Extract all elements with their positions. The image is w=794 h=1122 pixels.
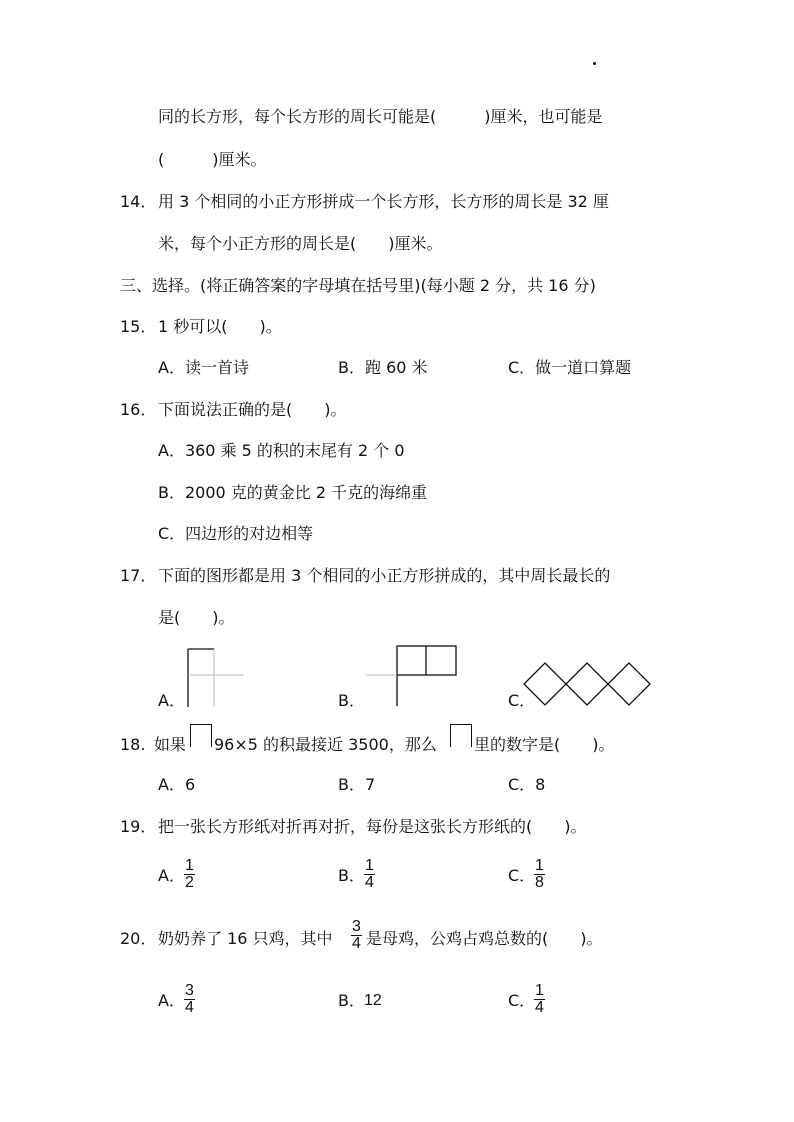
q19-label-c: C． — [508, 866, 536, 885]
q20-label-b: B． — [338, 991, 365, 1010]
stray-dot — [593, 62, 596, 65]
denominator: 4 — [535, 999, 544, 1016]
q17-label-c: C． — [508, 691, 536, 710]
q17-figure-a — [180, 645, 250, 711]
q17-line2: 是( )。 — [158, 608, 235, 627]
q17-figure-c — [518, 656, 654, 712]
denominator: 2 — [185, 874, 194, 891]
q18-stem-c: 里的数字是( )。 — [474, 735, 615, 754]
q19-label-a: A． — [158, 866, 185, 885]
q19-label-b: B． — [338, 866, 365, 885]
q14-line2: 米，每个小正方形的周长是( )厘米。 — [158, 234, 443, 253]
numerator: 1 — [185, 857, 194, 874]
q17-label-b: B． — [338, 691, 365, 710]
denominator: 8 — [535, 874, 544, 891]
q17-figure-b — [360, 642, 464, 712]
q16-number: 16． — [120, 400, 157, 419]
q20-label-c: C． — [508, 991, 536, 1010]
q20-option-a-fraction — [184, 983, 195, 1016]
q18-number: 18. — [120, 735, 146, 754]
q16-option-b: B．2000 克的黄金比 2 千克的海绵重 — [158, 483, 428, 502]
q18-blank-box-1 — [190, 724, 212, 747]
q20-number: 20． — [120, 929, 157, 948]
q20-stem-fraction — [351, 919, 362, 952]
denominator: 4 — [185, 999, 194, 1016]
q18-option-c: C．8 — [508, 775, 546, 794]
q20-stem-b: 是母鸡，公鸡占鸡总数的( )。 — [366, 929, 603, 948]
q16-option-c: C．四边形的对边相等 — [158, 524, 314, 543]
q15-number: 15． — [120, 317, 157, 336]
q18-option-b: B．7 — [338, 775, 376, 794]
q16-option-a: A．360 乘 5 的积的末尾有 2 个 0 — [158, 441, 405, 460]
q15-option-c: C．做一道口算题 — [508, 358, 632, 377]
q18-stem-b: 96×5 的积最接近 3500，那么 — [214, 735, 437, 754]
q15-stem: 1 秒可以( )。 — [158, 317, 282, 336]
q14-line1: 用 3 个相同的小正方形拼成一个长方形，长方形的周长是 32 厘 — [158, 192, 609, 211]
q15-option-b: B．跑 60 米 — [338, 358, 428, 377]
q19-option-b-fraction — [364, 858, 375, 891]
q20-option-c-fraction — [534, 983, 545, 1016]
q18-stem-a: 如果 — [154, 735, 187, 754]
q20-stem-a: 奶奶养了 16 只鸡，其中 — [158, 929, 333, 948]
q19-option-c-fraction — [534, 858, 545, 891]
q13-continuation-line1: 同的长方形，每个长方形的周长可能是( )厘米，也可能是 — [158, 107, 603, 126]
q20-option-b-value: 12 — [364, 992, 382, 1009]
q18-blank-box-2 — [450, 724, 472, 747]
q16-stem: 下面说法正确的是( )。 — [158, 400, 347, 419]
numerator: 1 — [365, 857, 374, 874]
q15-option-a: A．读一首诗 — [158, 358, 249, 377]
q19-option-a-fraction — [184, 858, 195, 891]
section-heading: 三、选择。(将正确答案的字母填在括号里)(每小题 2 分，共 16 分) — [120, 276, 596, 295]
numerator: 1 — [535, 982, 544, 999]
q17-number: 17． — [120, 566, 157, 585]
q17-line1: 下面的图形都是用 3 个相同的小正方形拼成的，其中周长最长的 — [158, 566, 611, 585]
numerator: 3 — [185, 982, 194, 999]
denominator: 4 — [365, 874, 374, 891]
q19-number: 19． — [120, 817, 157, 836]
q19-stem: 把一张长方形纸对折再对折，每份是这张长方形纸的( )。 — [158, 817, 587, 836]
q17-label-a: A． — [158, 691, 185, 710]
q13-continuation-line2: ( )厘米。 — [158, 150, 267, 169]
denominator: 4 — [352, 935, 361, 952]
numerator: 1 — [535, 857, 544, 874]
q20-label-a: A． — [158, 991, 185, 1010]
numerator: 3 — [352, 918, 361, 935]
q18-option-a: A．6 — [158, 775, 196, 794]
q14-number: 14． — [120, 192, 157, 211]
